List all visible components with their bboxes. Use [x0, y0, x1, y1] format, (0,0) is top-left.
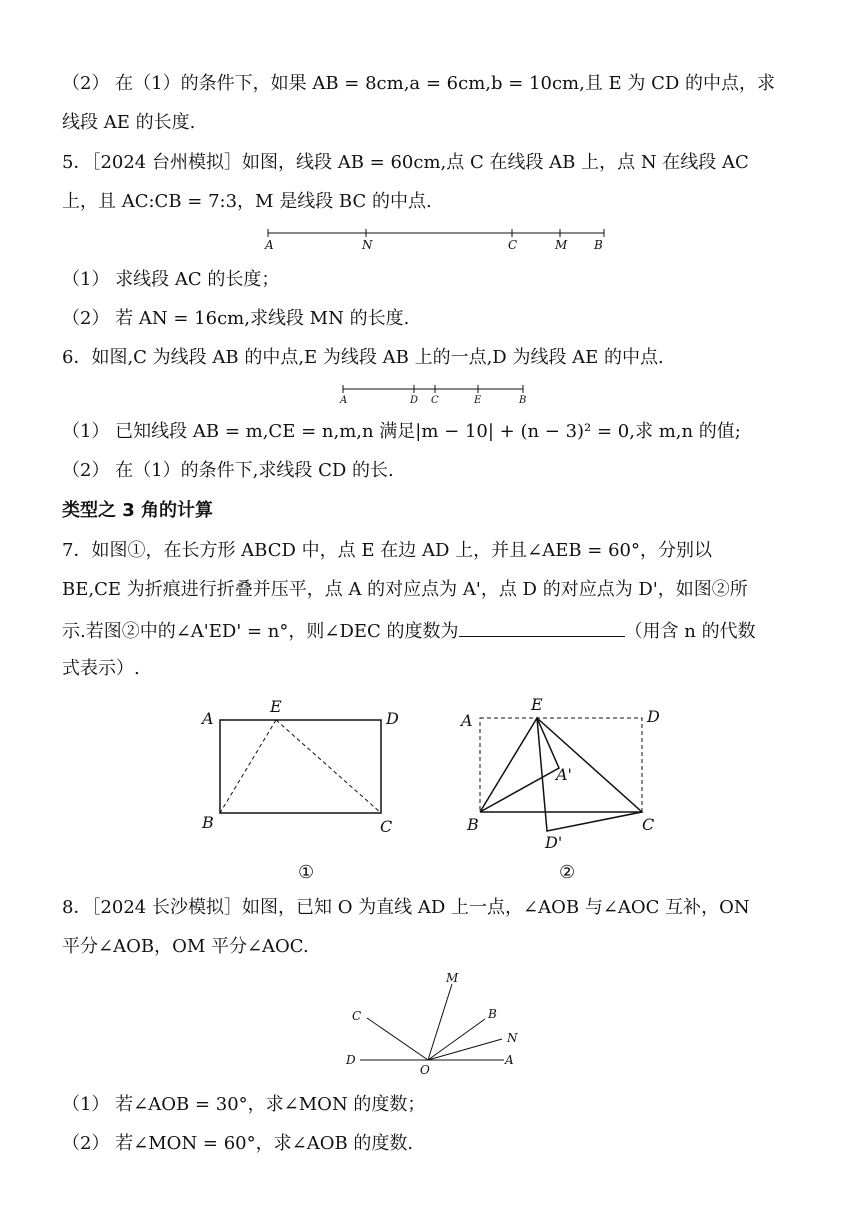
text-line: 线段 AE 的长度.: [62, 112, 196, 133]
text-line: （2） 若 AN = 16cm,求线段 MN 的长度.: [62, 308, 410, 329]
text-line: 式表示）.: [62, 658, 140, 679]
point-label: B: [467, 815, 479, 834]
point-label: N: [362, 238, 373, 252]
text-line: （2） 若∠MON = 60°，求∠AOB 的度数.: [62, 1133, 414, 1154]
point-label: O: [420, 1063, 430, 1077]
point-label: A: [340, 395, 348, 406]
point-label: D: [647, 707, 660, 726]
point-label: M: [446, 971, 459, 985]
point-label: B: [202, 813, 214, 832]
point-label: A: [505, 1053, 514, 1067]
point-label: B: [594, 238, 603, 252]
point-label: A: [202, 709, 214, 728]
figure-caption: ①: [298, 862, 315, 883]
text-line: （2） 在（1）的条件下，如果 AB = 8cm,a = 6cm,b = 10cm,且 E 为 CD 的中点，求: [62, 73, 776, 94]
point-label: E: [474, 395, 482, 406]
point-label: A: [265, 238, 274, 252]
text-line: 上，且 AC:CB = 7:3，M 是线段 BC 的中点.: [62, 191, 432, 212]
point-label: B: [519, 395, 527, 406]
figure-caption: ②: [559, 862, 576, 883]
segment-figure-6: [338, 381, 538, 409]
point-label: C: [642, 815, 655, 834]
point-label: C: [431, 395, 439, 406]
rectangle-figure-2: [455, 690, 685, 884]
text-line: BE,CE 为折痕进行折叠并压平，点 A 的对应点为 A'，点 D 的对应点为 D'，如图②所: [62, 579, 748, 600]
text-line-with-blank: [62, 618, 756, 644]
point-label: E: [270, 697, 282, 716]
point-label: C: [352, 1009, 362, 1023]
answer-blank[interactable]: [459, 618, 625, 637]
point-label: D: [346, 1053, 356, 1067]
problem-5-header: 5．［2024 台州模拟］如图，线段 AB = 60cm,点 C 在线段 AB 上，点 N 在线段 AC: [62, 152, 749, 173]
text-segment: （用含 n 的代数: [624, 621, 756, 642]
point-label: D': [545, 833, 563, 852]
point-label: D: [410, 395, 419, 406]
problem-8-header: 8．［2024 长沙模拟］如图，已知 O 为直线 AD 上一点，∠AOB 与∠AOC 互补，ON: [62, 897, 750, 918]
point-label: E: [531, 695, 543, 714]
point-label: M: [555, 238, 568, 252]
angle-figure-8: [340, 966, 530, 1078]
point-label: C: [508, 238, 518, 252]
point-label: C: [380, 817, 393, 836]
text-segment: 示.若图②中的∠A'ED' = n°，则∠DEC 的度数为: [62, 621, 459, 642]
text-line: （1） 求线段 AC 的长度；: [62, 269, 280, 290]
point-label: A': [556, 765, 572, 784]
text-line: （1） 已知线段 AB = m,CE = n,m,n 满足|m − 10| + (n − 3)² = 0,求 m,n 的值;: [62, 421, 741, 442]
text-line: （2） 在（1）的条件下,求线段 CD 的长.: [62, 460, 394, 481]
problem-7-header: 7．如图①，在长方形 ABCD 中，点 E 在边 AD 上，并且∠AEB = 60°，分别以: [62, 540, 712, 561]
point-label: B: [488, 1007, 497, 1021]
text-line: （1） 若∠AOB = 30°，求∠MON 的度数；: [62, 1094, 426, 1115]
problem-6-header: 6．如图,C 为线段 AB 的中点,E 为线段 AB 上的一点,D 为线段 AE 的中点.: [62, 347, 664, 368]
point-label: A: [461, 711, 473, 730]
point-label: N: [507, 1031, 518, 1045]
rectangle-figure-1: [198, 694, 418, 884]
section-heading: 类型之 3 角的计算: [62, 500, 214, 521]
segment-figure-5: [262, 225, 612, 255]
point-label: D: [386, 709, 399, 728]
text-line: 平分∠AOB，OM 平分∠AOC.: [62, 936, 309, 957]
